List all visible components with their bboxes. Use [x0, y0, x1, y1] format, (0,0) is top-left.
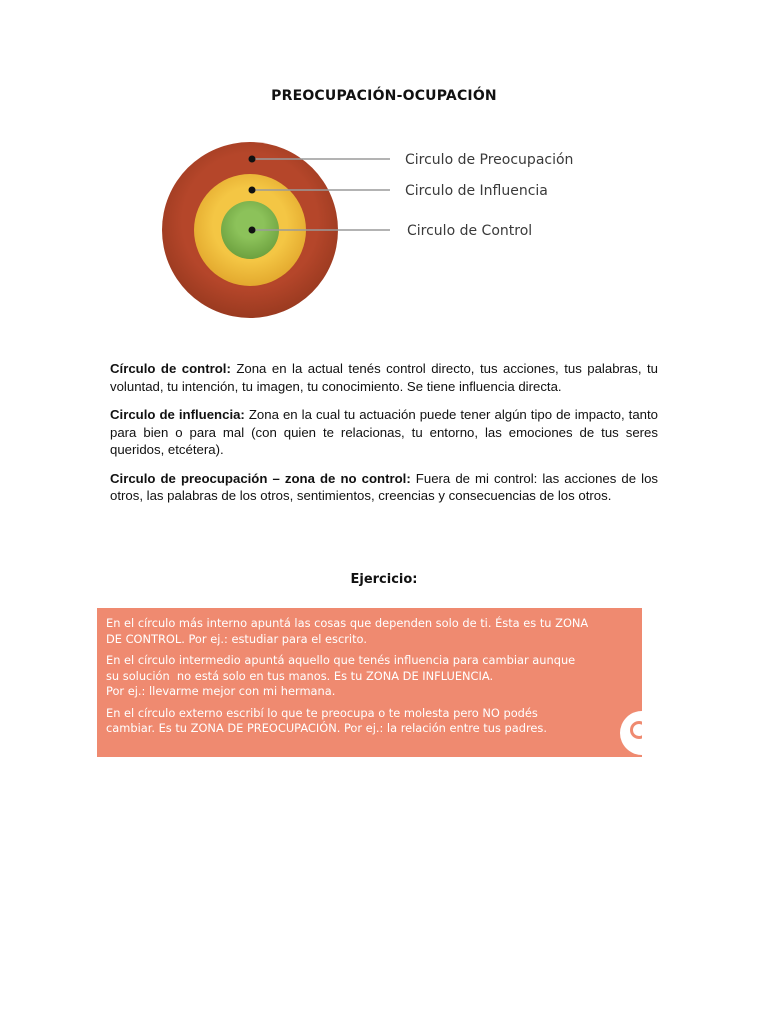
exercise-line: su solución no está solo en tus manos. Es tu ZONA DE INFLUENCIA. — [106, 668, 494, 683]
exercise-line: En el círculo más interno apuntá las cosas que dependen solo de ti. Ésta es tu ZONA — [106, 616, 589, 630]
marker-dot-preoccupation — [249, 156, 256, 163]
exercise-line: DE CONTROL. Por ej.: estudiar para el escrito. — [106, 631, 367, 646]
definition-term: Círculo de control: — [110, 361, 231, 376]
exercise-line: En el círculo externo escribí lo que te preocupa o te molesta pero NO podés — [106, 705, 538, 720]
exercise-instructions — [106, 616, 636, 743]
label-influence: Circulo de Influencia — [405, 183, 548, 199]
marker-dot-control — [249, 227, 256, 234]
exercise-line: Por ej.: llevarme mejor con mi hermana. — [106, 684, 336, 698]
exercise-line: cambiar. Es tu ZONA DE PREOCUPACIÓN. Por ej.: la relación entre tus padres. — [106, 721, 547, 735]
exercise-paragraph-preoccupation — [106, 706, 636, 737]
page-title: PREOCUPACIÓN-OCUPACIÓN — [271, 88, 497, 104]
concentric-circles-diagram — [150, 138, 610, 328]
definition-preoccupation — [110, 470, 658, 505]
definition-text: Zona en la cual tu actuación puede tener algún tipo de impacto, tanto para bien o para mal (con quien te relacionas, tu entorno, las emociones de tus seres queridos, etcétera). — [110, 407, 658, 457]
definition-text: Zona en la actual tenés control directo, tus acciones, tus palabras, tu voluntad, tu intención, tu imagen, tu conocimiento. Se tiene influencia directa. — [110, 361, 658, 394]
definition-text: Fuera de mi control: las acciones de los otros, las palabras de los otros, sentimientos, creencias y consecuencias de los otros. — [110, 470, 658, 503]
definition-influence — [110, 406, 658, 459]
exercise-title: Ejercicio: — [350, 572, 418, 587]
exercise-paragraph-influence — [106, 653, 636, 700]
exercise-box — [97, 608, 642, 757]
marker-dot-influence — [249, 187, 256, 194]
definition-term: Circulo de preocupación – zona de no control: — [110, 470, 411, 486]
exercise-paragraph-control — [106, 616, 636, 647]
definition-control — [110, 360, 658, 395]
definitions-section — [110, 360, 658, 516]
exercise-line: En el círculo intermedio apuntá aquello que tenés influencia para cambiar aunque — [106, 653, 576, 667]
definition-term: Circulo de influencia: — [110, 407, 245, 422]
label-control: Circulo de Control — [407, 223, 533, 239]
label-preoccupation: Circulo de Preocupación — [405, 152, 574, 168]
